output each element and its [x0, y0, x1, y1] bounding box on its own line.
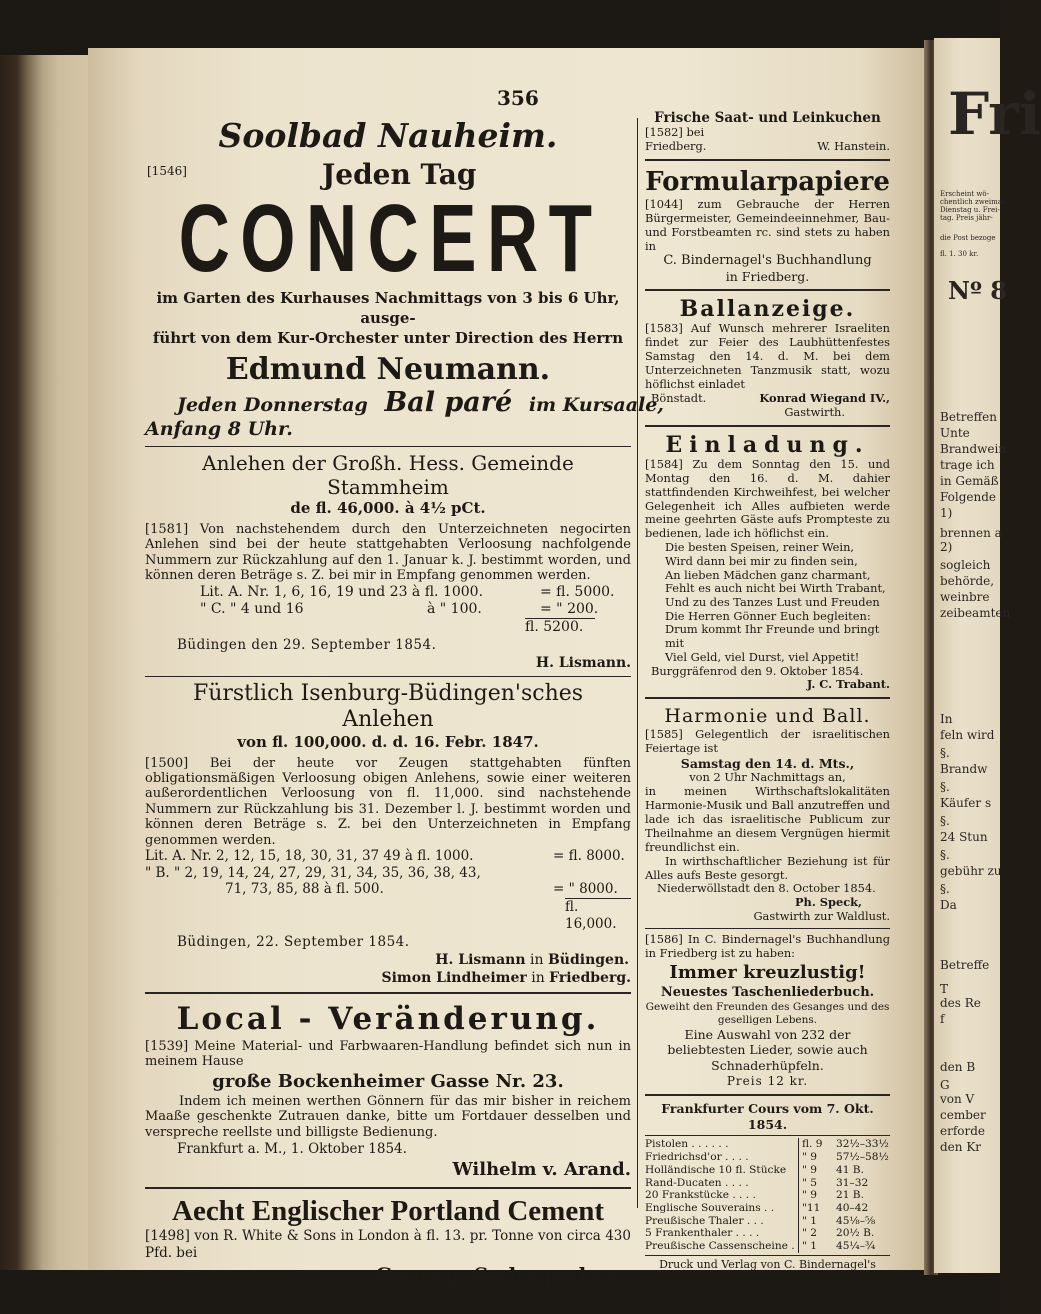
saat-footer — [645, 140, 890, 154]
cours-unit: " 9 — [798, 1164, 832, 1177]
cement-body: [1498] von R. White & Sons in London à fl. 13. pr. Tonne von circa 430 Pfd. bei — [145, 1228, 631, 1262]
ad-formular — [645, 166, 890, 285]
next-page-fragment: Folgende — [940, 490, 997, 504]
next-page-fragment: cember — [940, 1108, 986, 1122]
poem-line: Und zu des Tanzes Lust und Freuden — [665, 595, 880, 610]
saat-city: Friedberg. — [645, 138, 707, 153]
stammheim-l1-sum: = fl. 5000. — [540, 583, 615, 600]
stammheim-sub: de fl. 46,000. à 4½ pCt. — [290, 499, 486, 517]
cours-currency: Englische Souverains . . — [645, 1201, 775, 1214]
cours-currency: Friedrichsd'or . . . . — [645, 1151, 749, 1164]
sign2-name: Simon Lindheimer — [381, 970, 527, 987]
bal-pare: Bal paré — [384, 387, 513, 418]
cours-unit: " 2 — [798, 1227, 832, 1240]
harmonie-date: Samstag den 14. d. Mts., — [680, 756, 855, 772]
formular-shop: C. Bindernagel's Buchhandlung — [663, 253, 872, 269]
next-page-fragment: den Kr — [940, 1140, 982, 1154]
saat-title: Frische Saat- und Leinkuchen — [654, 110, 881, 126]
cours-row — [645, 1215, 890, 1228]
next-page-fragment: G — [940, 1078, 950, 1092]
next-page-fragment: Da — [940, 898, 957, 912]
ad-ball — [645, 296, 890, 419]
sign2-in: in — [531, 970, 545, 987]
cours-rate: 45¼–¾ — [835, 1240, 876, 1253]
next-page-fragment: brennen a — [940, 526, 1002, 540]
cours-row — [645, 1177, 890, 1190]
formular-title: Formularpapiere — [645, 166, 890, 197]
harmonie-body4: In wirthschaftlicher Beziehung ist für Alles aufs Beste gesorgt. — [645, 853, 890, 882]
next-page-fragment: Brandwein — [940, 442, 1007, 456]
next-page-fragment: §. — [940, 780, 950, 794]
next-page-fragment: Betreffe — [940, 958, 990, 972]
druck-imprint: Druck und Verlag von C. Bindernagel's Buchhandlung in Friedberg. — [659, 1257, 876, 1285]
next-page-fragment: §. — [940, 882, 950, 896]
cours-row — [645, 1151, 890, 1164]
cours-rate: 45⅛–⅝ — [835, 1214, 876, 1227]
isenburg-total: fl. 16,000. — [565, 898, 631, 933]
cours-unit: " 1 — [798, 1240, 832, 1253]
rule — [645, 1255, 890, 1256]
next-page-fragment: T — [940, 982, 949, 996]
ad-nauheim — [145, 114, 664, 440]
rule — [645, 425, 890, 427]
ad-isenburg — [145, 681, 631, 987]
next-page-fragment: in Gemäß — [940, 474, 999, 488]
sign2-city: Friedberg. — [549, 970, 631, 987]
ball-body: [1583] Auf Wunsch mehrerer Israeliten findet zur Feier des Laubhüttenfestes Samstag den 14. d. M. bei dem Unterzeichneten Tanzmusik statt, wozu höflichst einladet — [645, 321, 890, 392]
stammheim-total: fl. 5200. — [525, 618, 595, 636]
isenburg-l2: " B. " 2, 19, 14, 24, 27, 29, 31, 34, 35, 36, 38, 43, — [145, 864, 481, 881]
sign1-city: Büdingen. — [547, 952, 629, 969]
kreuz-price: Preis 12 kr. — [726, 1074, 809, 1089]
poem-line: Fehlt es auch nicht bei Wirth Trabant, — [665, 581, 886, 596]
nauheim-concert: CONCERT — [178, 185, 603, 292]
nauheim-text2: führt von dem Kur-Orchester unter Direction des Herrn — [152, 329, 624, 347]
kreuz-desc: Geweiht den Freunden des Gesanges und des geselligen Lebens. — [645, 1000, 890, 1026]
local-date: Frankfurt a. M., 1. Oktober 1854. — [177, 1141, 407, 1158]
next-page-fragment: sogleich — [940, 558, 991, 572]
cours-row — [645, 1240, 890, 1253]
stammheim-l2-sum: = " 200. — [540, 600, 599, 617]
page-number: 356 — [497, 86, 539, 110]
nauheim-text1: im Garten des Kurhauses Nachmittags von 3 bis 6 Uhr, ausge- — [156, 289, 620, 327]
stammheim-sign: H. Lismann. — [535, 654, 631, 671]
next-page-fragment: weinbre — [940, 590, 990, 604]
rule — [645, 697, 890, 699]
left-column — [145, 110, 664, 1306]
next-page-fragment: 24 Stun — [940, 830, 988, 844]
isenburg-sign1 — [145, 951, 629, 969]
einladung-sign: J. C. Trabant. — [806, 677, 890, 692]
nauheim-title: Soolbad Nauheim. — [218, 116, 558, 155]
cours-currency: Preußische Cassenscheine . — [645, 1240, 795, 1253]
cours-unit: " 9 — [798, 1151, 832, 1164]
next-page-fragment: 1) — [940, 506, 953, 520]
cours-unit: " 1 — [798, 1215, 832, 1228]
saat-sign: W. Hanstein. — [817, 138, 890, 153]
next-page-fragment: den B — [940, 1060, 976, 1074]
cours-rate: 40–42 — [835, 1201, 869, 1214]
next-page-fragment: Unte — [940, 426, 970, 440]
cours-currency: Holländische 10 fl. Stücke — [645, 1163, 787, 1176]
local-address: große Bockenheimer Gasse Nr. 23. — [212, 1070, 564, 1092]
nauheim-bal-line — [177, 387, 664, 418]
isenburg-list — [145, 848, 631, 898]
poem-line: Wird dann bei mir zu finden sein, — [665, 553, 858, 568]
isenburg-sub: von fl. 100,000. d. d. 16. Febr. 1847. — [237, 732, 539, 751]
nauheim-conductor: Edmund Neumann. — [225, 352, 551, 387]
stammheim-l2-price: à " 100. — [427, 600, 482, 617]
cours-row — [645, 1227, 890, 1240]
next-page-fragment: chentlich zweimal — [940, 198, 1005, 206]
ad-stammheim — [145, 451, 631, 672]
next-page-fragment: Brandw — [940, 762, 988, 776]
next-page-fragment: Dienstag u. Frei- — [940, 206, 1000, 214]
rule — [145, 676, 631, 677]
next-page-fragment: des Re — [940, 996, 981, 1010]
local-title: Local - Veränderung. — [176, 1001, 600, 1038]
book-edge-left — [0, 55, 95, 1270]
harmonie-body1: [1585] Gelegentlich der israelitischen Feiertage ist — [645, 727, 890, 756]
stammheim-title: Anlehen der Großh. Hess. Gemeinde Stammheim — [202, 451, 574, 499]
local-body2: Indem ich meinen werthen Gönnern für das mir bisher in reichem Maaße geschenkte Zutrauen danke, bitte um Fortdauer desselben und verspreche reellste und billigste Bedienung. — [145, 1093, 631, 1140]
next-page-fragment: trage ich — [940, 458, 995, 472]
einladung-poem — [645, 541, 890, 664]
next-page-fragment: 2) — [940, 540, 953, 554]
cours-rate: 21 B. — [835, 1189, 864, 1202]
next-page-edge — [934, 38, 1041, 1273]
poem-line: Die Herren Gönner Euch begleiten: — [665, 608, 871, 623]
next-page-fragment: gebühr zu — [940, 864, 1002, 878]
ad-einladung — [645, 432, 890, 693]
rule — [645, 159, 890, 161]
einladung-body: [1584] Zu dem Sonntag den 15. und Montag den 16. d. M. dahier stattfindenden Kirchweihfest, bei welcher Gelegenheit ich Alles aufbieten werde meine geehrten Gäste aufs Prompteste zu bedienen, lade ich höflichst ein. — [645, 456, 890, 541]
stammheim-body: [1581] Von nachstehendem durch den Unterzeichneten negocirten Anlehen sind bei der heute stattgehabten Verloosung nachfolgende Nummern zur Rückzahlung auf den 1. Januar k. J. bestimmt worden, und können deren Beträge s. Z. bei mir in Empfang genommen werden. — [145, 522, 631, 584]
poem-line: Viel Geld, viel Durst, viel Appetit! — [665, 649, 860, 664]
next-page-fragment: feln wird — [940, 728, 995, 742]
isenburg-l1: Lit. A. Nr. 2, 12, 15, 18, 30, 31, 37 49 à fl. 1000. — [145, 848, 474, 865]
cours-rate: 41 B. — [835, 1163, 864, 1176]
ball-sign: Konrad Wiegand IV., — [759, 390, 890, 405]
next-page-fragment: Nº 8 — [948, 276, 1007, 305]
cours-currency: Pistolen . . . . . . — [645, 1138, 729, 1151]
column-divider — [637, 118, 638, 1208]
harmonie-body2: von 2 Uhr Nachmittags an, — [689, 770, 846, 785]
bal-start: Anfang 8 Uhr. — [145, 418, 293, 440]
formular-shop-city: in Friedberg. — [725, 269, 810, 285]
ball-role: Gastwirth. — [784, 404, 845, 419]
next-page-fragment: In — [940, 712, 953, 726]
isenburg-l3-sum: = " 8000. — [553, 881, 618, 898]
sign1-name: H. Lismann — [435, 952, 526, 969]
stammheim-l2: " C. " 4 und 16 — [200, 600, 304, 617]
cement-city: Frankfurt a. M. — [425, 1289, 557, 1306]
cours-currency: Rand-Ducaten . . . . — [645, 1176, 749, 1189]
kreuz-sub: Neuestes Taschenliederbuch. — [660, 984, 875, 1000]
cours-unit: "11 — [798, 1202, 832, 1215]
ball-footer — [645, 392, 890, 406]
cours-table — [645, 1138, 890, 1252]
ad-kreuzlustig — [645, 933, 890, 1089]
next-page-fragment: die Post bezoge — [940, 234, 996, 242]
isenburg-sign2 — [145, 969, 631, 987]
ad-local — [145, 999, 631, 1182]
next-page-fragment: Betreffen — [940, 410, 997, 424]
isenburg-l3: 71, 73, 85, 88 à fl. 500. — [225, 881, 384, 898]
kreuz-body: [1586] In C. Bindernagel's Buchhandlung in Friedberg ist zu haben: — [645, 932, 890, 961]
stammheim-l1: Lit. A. Nr. 1, 6, 16, 19 und 23 à fl. 1000. — [200, 583, 484, 600]
next-page-fragment: behörde, — [940, 574, 995, 588]
cement-sign: Georg Schepeler, — [375, 1263, 631, 1288]
rule — [145, 446, 631, 447]
ad-cours — [645, 1101, 890, 1284]
rule — [645, 1094, 890, 1096]
einladung-title: Einladung. — [665, 431, 870, 458]
next-page-fragment: f — [940, 1012, 945, 1026]
cours-row — [645, 1138, 890, 1151]
cours-unit: " 9 — [798, 1189, 832, 1202]
cement-title: Aecht Englischer Portland Cement — [172, 1195, 604, 1228]
next-page-fragment: §. — [940, 848, 950, 862]
saat-number: [1582] bei — [645, 125, 705, 139]
cours-currency: 20 Frankstücke . . . . — [645, 1189, 756, 1202]
cours-currency: 5 Frankenthaler . . . . — [645, 1227, 760, 1240]
local-body1: [1539] Meine Material- und Farbwaaren-Handlung befindet sich nun in meinem Hause — [145, 1039, 631, 1070]
poem-line: Die besten Speisen, reiner Wein, — [665, 540, 855, 555]
stammheim-list — [200, 584, 631, 618]
cours-unit: fl. 9 — [798, 1138, 832, 1151]
cours-unit: " 5 — [798, 1177, 832, 1190]
ball-title: Ballanzeige. — [679, 296, 856, 323]
harmonie-role: Gastwirth zur Waldlust. — [753, 909, 890, 924]
isenburg-body: [1500] Bei der heute vor Zeugen stattgehabten fünften obligationsmäßigen Verloosung obigen Anlehens, sowie einer weiteren außerordentlichen Verloosung von fl. 11,000. sind nachstehende Nummern zur Rückzahlung bis 31. Dezember l. J. bestimmt worden und können deren Beträge s. Z. bei den Unterzeichneten in Empfang genommen werden. — [145, 755, 631, 848]
cours-rate: 57½–58½ — [835, 1151, 889, 1164]
kreuz-desc2: Eine Auswahl von 232 der beliebtesten Lieder, sowie auch Schnaderhüpfeln. — [667, 1026, 868, 1073]
rule — [645, 928, 890, 929]
formular-body: [1044] zum Gebrauche der Herren Bürgermeister, Gemeindeeinnehmer, Bau- und Forstbeamten rc. sind stets zu haben in — [645, 196, 890, 253]
cours-title: Frankfurter Cours vom 7. Okt. 1854. — [661, 1101, 874, 1133]
harmonie-body3: in meinen Wirthschaftslokalitäten Harmonie-Musik und Ball anzutreffen und lade ich das israelitische Publicum zur Theilnahme an diesem Vergnügen hiermit freundlichst ein. — [645, 784, 890, 854]
cours-row — [645, 1202, 890, 1215]
next-page-fragment: erforde — [940, 1124, 986, 1138]
rule — [645, 289, 890, 291]
next-page-fragment: §. — [940, 814, 950, 828]
ball-city: Bönstadt. — [651, 390, 707, 405]
next-page-fragment: zeibeamten — [940, 606, 1011, 620]
poem-line: Drum kommt Ihr Freunde und bringt mit — [665, 622, 880, 651]
bal-weekday: Jeden Donnerstag — [177, 394, 368, 416]
rule — [145, 1187, 631, 1189]
cours-rate: 20½ B. — [835, 1227, 875, 1240]
next-page-fragment: Käufer s — [940, 796, 992, 810]
next-page-fragment: von V — [940, 1092, 975, 1106]
next-page-fragment: tag. Preis jähr- — [940, 214, 993, 222]
harmonie-place: Niederwöllstadt den 8. October 1854. — [657, 881, 876, 896]
next-page-title: Fri — [948, 80, 1041, 148]
sign1-in: in — [530, 952, 544, 969]
cours-currency: Preußische Thaler . . . — [645, 1214, 764, 1227]
isenburg-l1-sum: = fl. 8000. — [553, 848, 625, 865]
cours-row — [645, 1164, 890, 1177]
ad-saat — [645, 110, 890, 154]
cours-rate: 31–32 — [835, 1176, 869, 1189]
ad-cement — [145, 1194, 631, 1306]
harmonie-title: Harmonie und Ball. — [664, 705, 871, 728]
next-page-fragment: fl. 1. 30 kr. — [940, 250, 979, 258]
local-sign: Wilhelm v. Arand. — [452, 1159, 631, 1181]
isenburg-title: Fürstlich Isenburg-Büdingen'sches Anlehen — [192, 680, 584, 732]
right-column — [645, 110, 890, 1285]
next-page-fragment: Erscheint wö- — [940, 190, 989, 198]
einladung-date: Burggräfenrod den 9. Oktober 1854. — [651, 663, 864, 678]
rule — [145, 992, 631, 994]
kreuz-title: Immer kreuzlustig! — [669, 961, 866, 983]
cours-rate: 32½–33½ — [835, 1138, 889, 1151]
rule — [645, 1135, 890, 1136]
ad-harmonie — [645, 704, 890, 924]
cours-row — [645, 1189, 890, 1202]
nauheim-number: [1546] — [147, 164, 187, 178]
stammheim-date: Büdingen den 29. September 1854. — [177, 636, 437, 653]
bal-place: im Kursaale, — [528, 394, 664, 416]
nauheim-jeden-tag: Jeden Tag — [322, 158, 477, 191]
poem-line: An lieben Mädchen ganz charmant, — [665, 567, 871, 582]
next-page-fragment: §. — [940, 746, 950, 760]
isenburg-date: Büdingen, 22. September 1854. — [177, 934, 410, 951]
harmonie-sign: Ph. Speck, — [794, 895, 862, 910]
